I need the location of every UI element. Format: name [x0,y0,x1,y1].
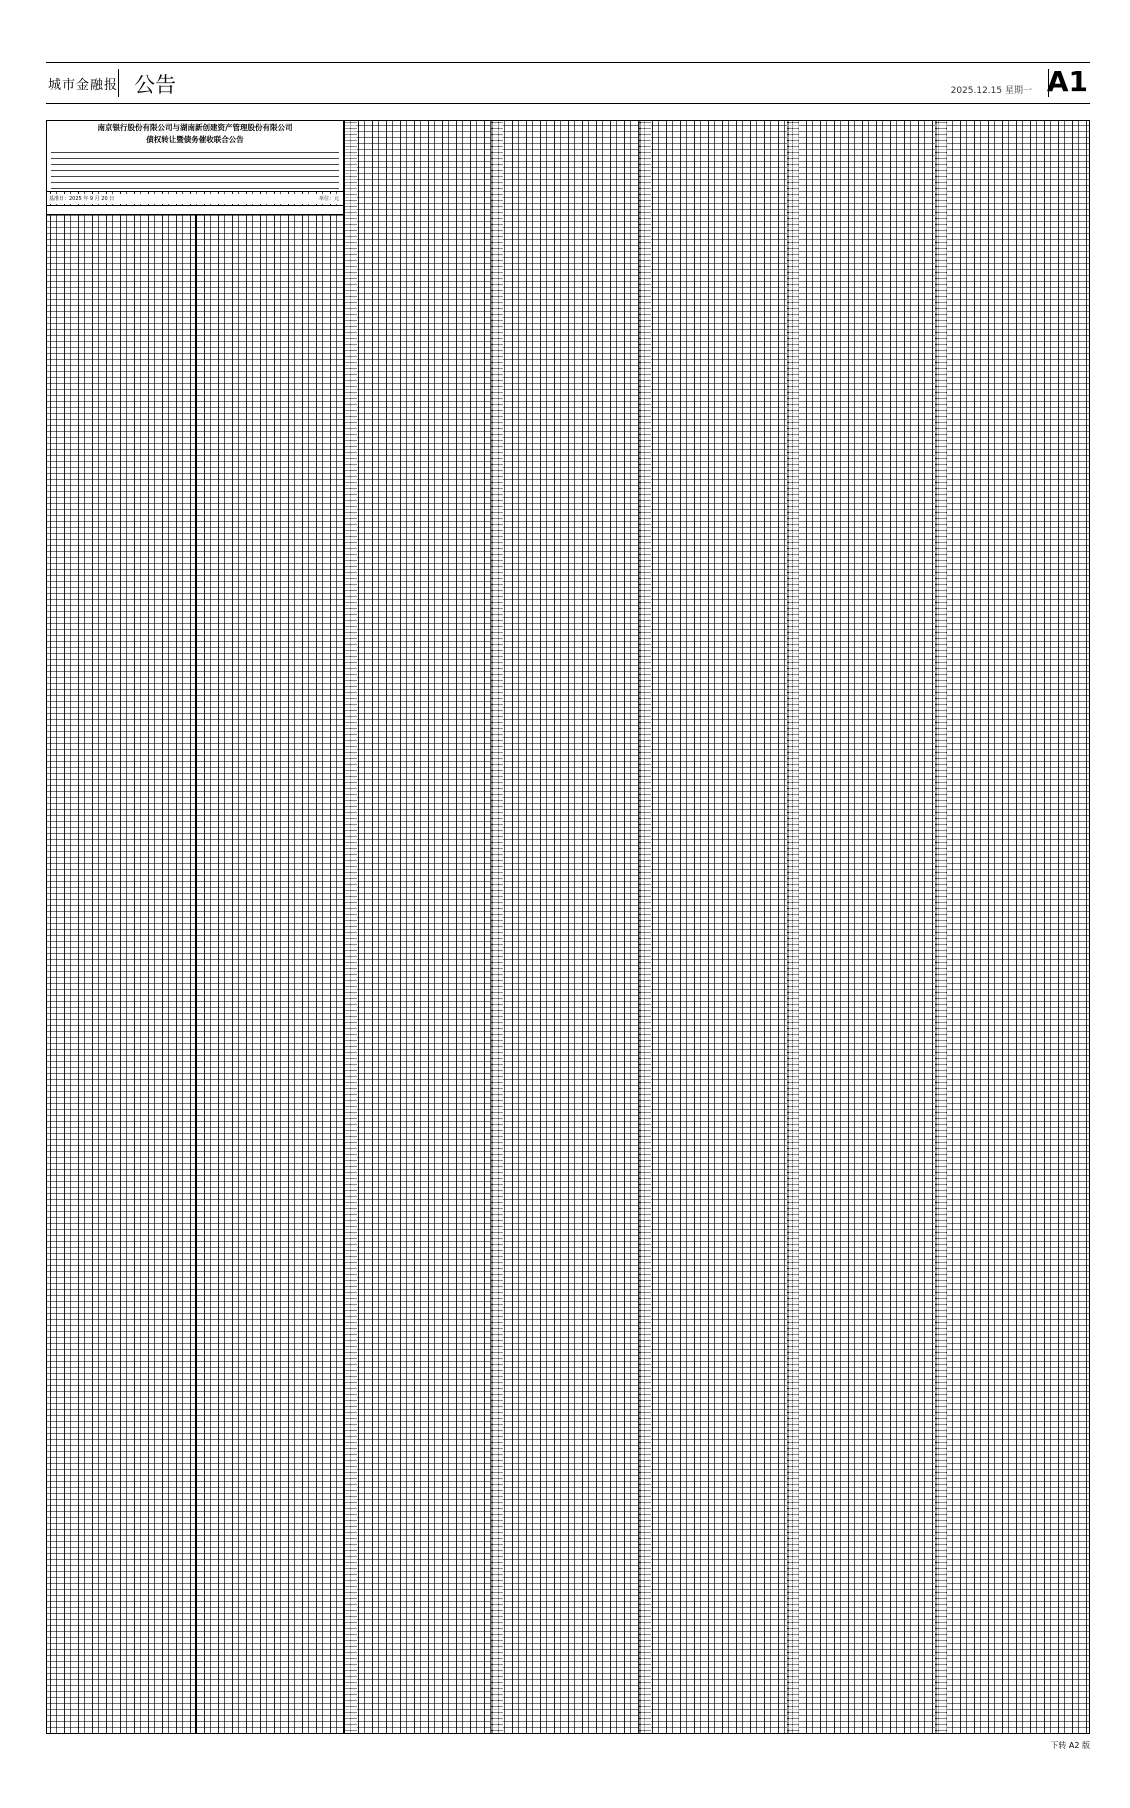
section-title: 公告 [134,73,176,97]
base-date: 基准日：2025 年 9 月 20 日 [49,196,115,202]
announcement-title-line1: 南京银行股份有限公司与湖南新创建资产管理股份有限公司 [97,123,293,132]
currency-unit: 单位：元 [318,196,339,202]
continued-note: 下转 A2 版 [1050,1741,1090,1750]
masthead-divider [118,69,119,97]
column-divider [343,121,345,1733]
page-number: A1 [1046,65,1088,98]
table-caption [47,194,343,204]
masthead [46,62,1090,104]
paper-name: 城市金融报 [48,78,119,93]
announcement-header [47,121,344,192]
column-shade [935,121,947,1733]
column-shade [343,121,357,1733]
column-shade [491,121,503,1733]
announcement-text [51,147,339,191]
table-header-row [47,205,343,215]
announcement-title-line2: 债权转让暨债务催收联合公告 [146,135,244,144]
announcement-body [46,120,1090,1734]
column-shade [787,121,799,1733]
issue-date: 2025.12.15 星期一 [950,86,1032,96]
column-shade [639,121,651,1733]
column-divider [195,213,197,1733]
